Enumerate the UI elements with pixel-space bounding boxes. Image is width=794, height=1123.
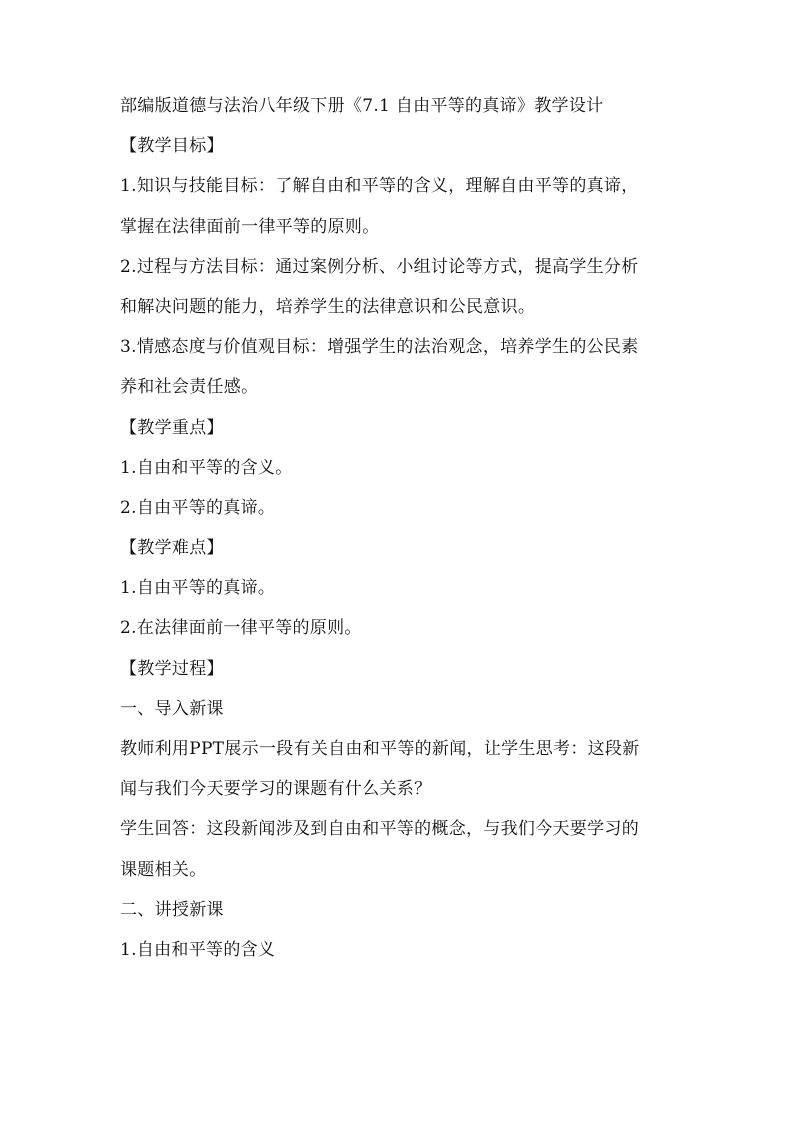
paragraph-line: 掌握在法律面前一律平等的原则。 xyxy=(120,216,380,237)
paragraph-line: 1.自由和平等的含义 xyxy=(120,939,276,960)
paragraph-line: 学生回答：这段新闻涉及到自由和平等的概念，与我们今天要学习的 xyxy=(120,819,639,840)
paragraph-line: 3.情感态度与价值观目标：增强学生的法治观念，培养学生的公民素 xyxy=(120,337,639,358)
section-heading-objectives: 【教学目标】 xyxy=(120,136,224,157)
paragraph-line: 养和社会责任感。 xyxy=(120,377,259,398)
document-title: 部编版道德与法治八年级下册《7.1 自由平等的真谛》教学设计 xyxy=(120,96,604,116)
section-heading-process: 【教学过程】 xyxy=(120,658,224,679)
paragraph-line: 和解决问题的能力，培养学生的法律意识和公民意识。 xyxy=(120,296,536,317)
paragraph-line: 教师利用PPT展示一段有关自由和平等的新闻，让学生思考：这段新 xyxy=(120,739,640,759)
subsection-heading: 一、导入新课 xyxy=(120,698,224,719)
paragraph-line: 1.自由和平等的含义。 xyxy=(120,457,293,478)
paragraph-line: 1.自由平等的真谛。 xyxy=(120,578,276,599)
paragraph-line: 2.过程与方法目标：通过案例分析、小组讨论等方式，提高学生分析 xyxy=(120,256,639,277)
paragraph-line: 课题相关。 xyxy=(120,859,207,880)
document-page xyxy=(120,96,680,980)
paragraph-line: 闻与我们今天要学习的课题有什么关系？ xyxy=(120,779,432,800)
section-heading-difficulties: 【教学难点】 xyxy=(120,538,224,559)
paragraph-line: 2.自由平等的真谛。 xyxy=(120,497,276,518)
paragraph-line: 1.知识与技能目标：了解自由和平等的含义，理解自由平等的真谛， xyxy=(120,176,639,197)
section-heading-key-points: 【教学重点】 xyxy=(120,417,224,438)
paragraph-line: 2.在法律面前一律平等的原则。 xyxy=(120,618,362,639)
subsection-heading: 二、讲授新课 xyxy=(120,899,224,920)
